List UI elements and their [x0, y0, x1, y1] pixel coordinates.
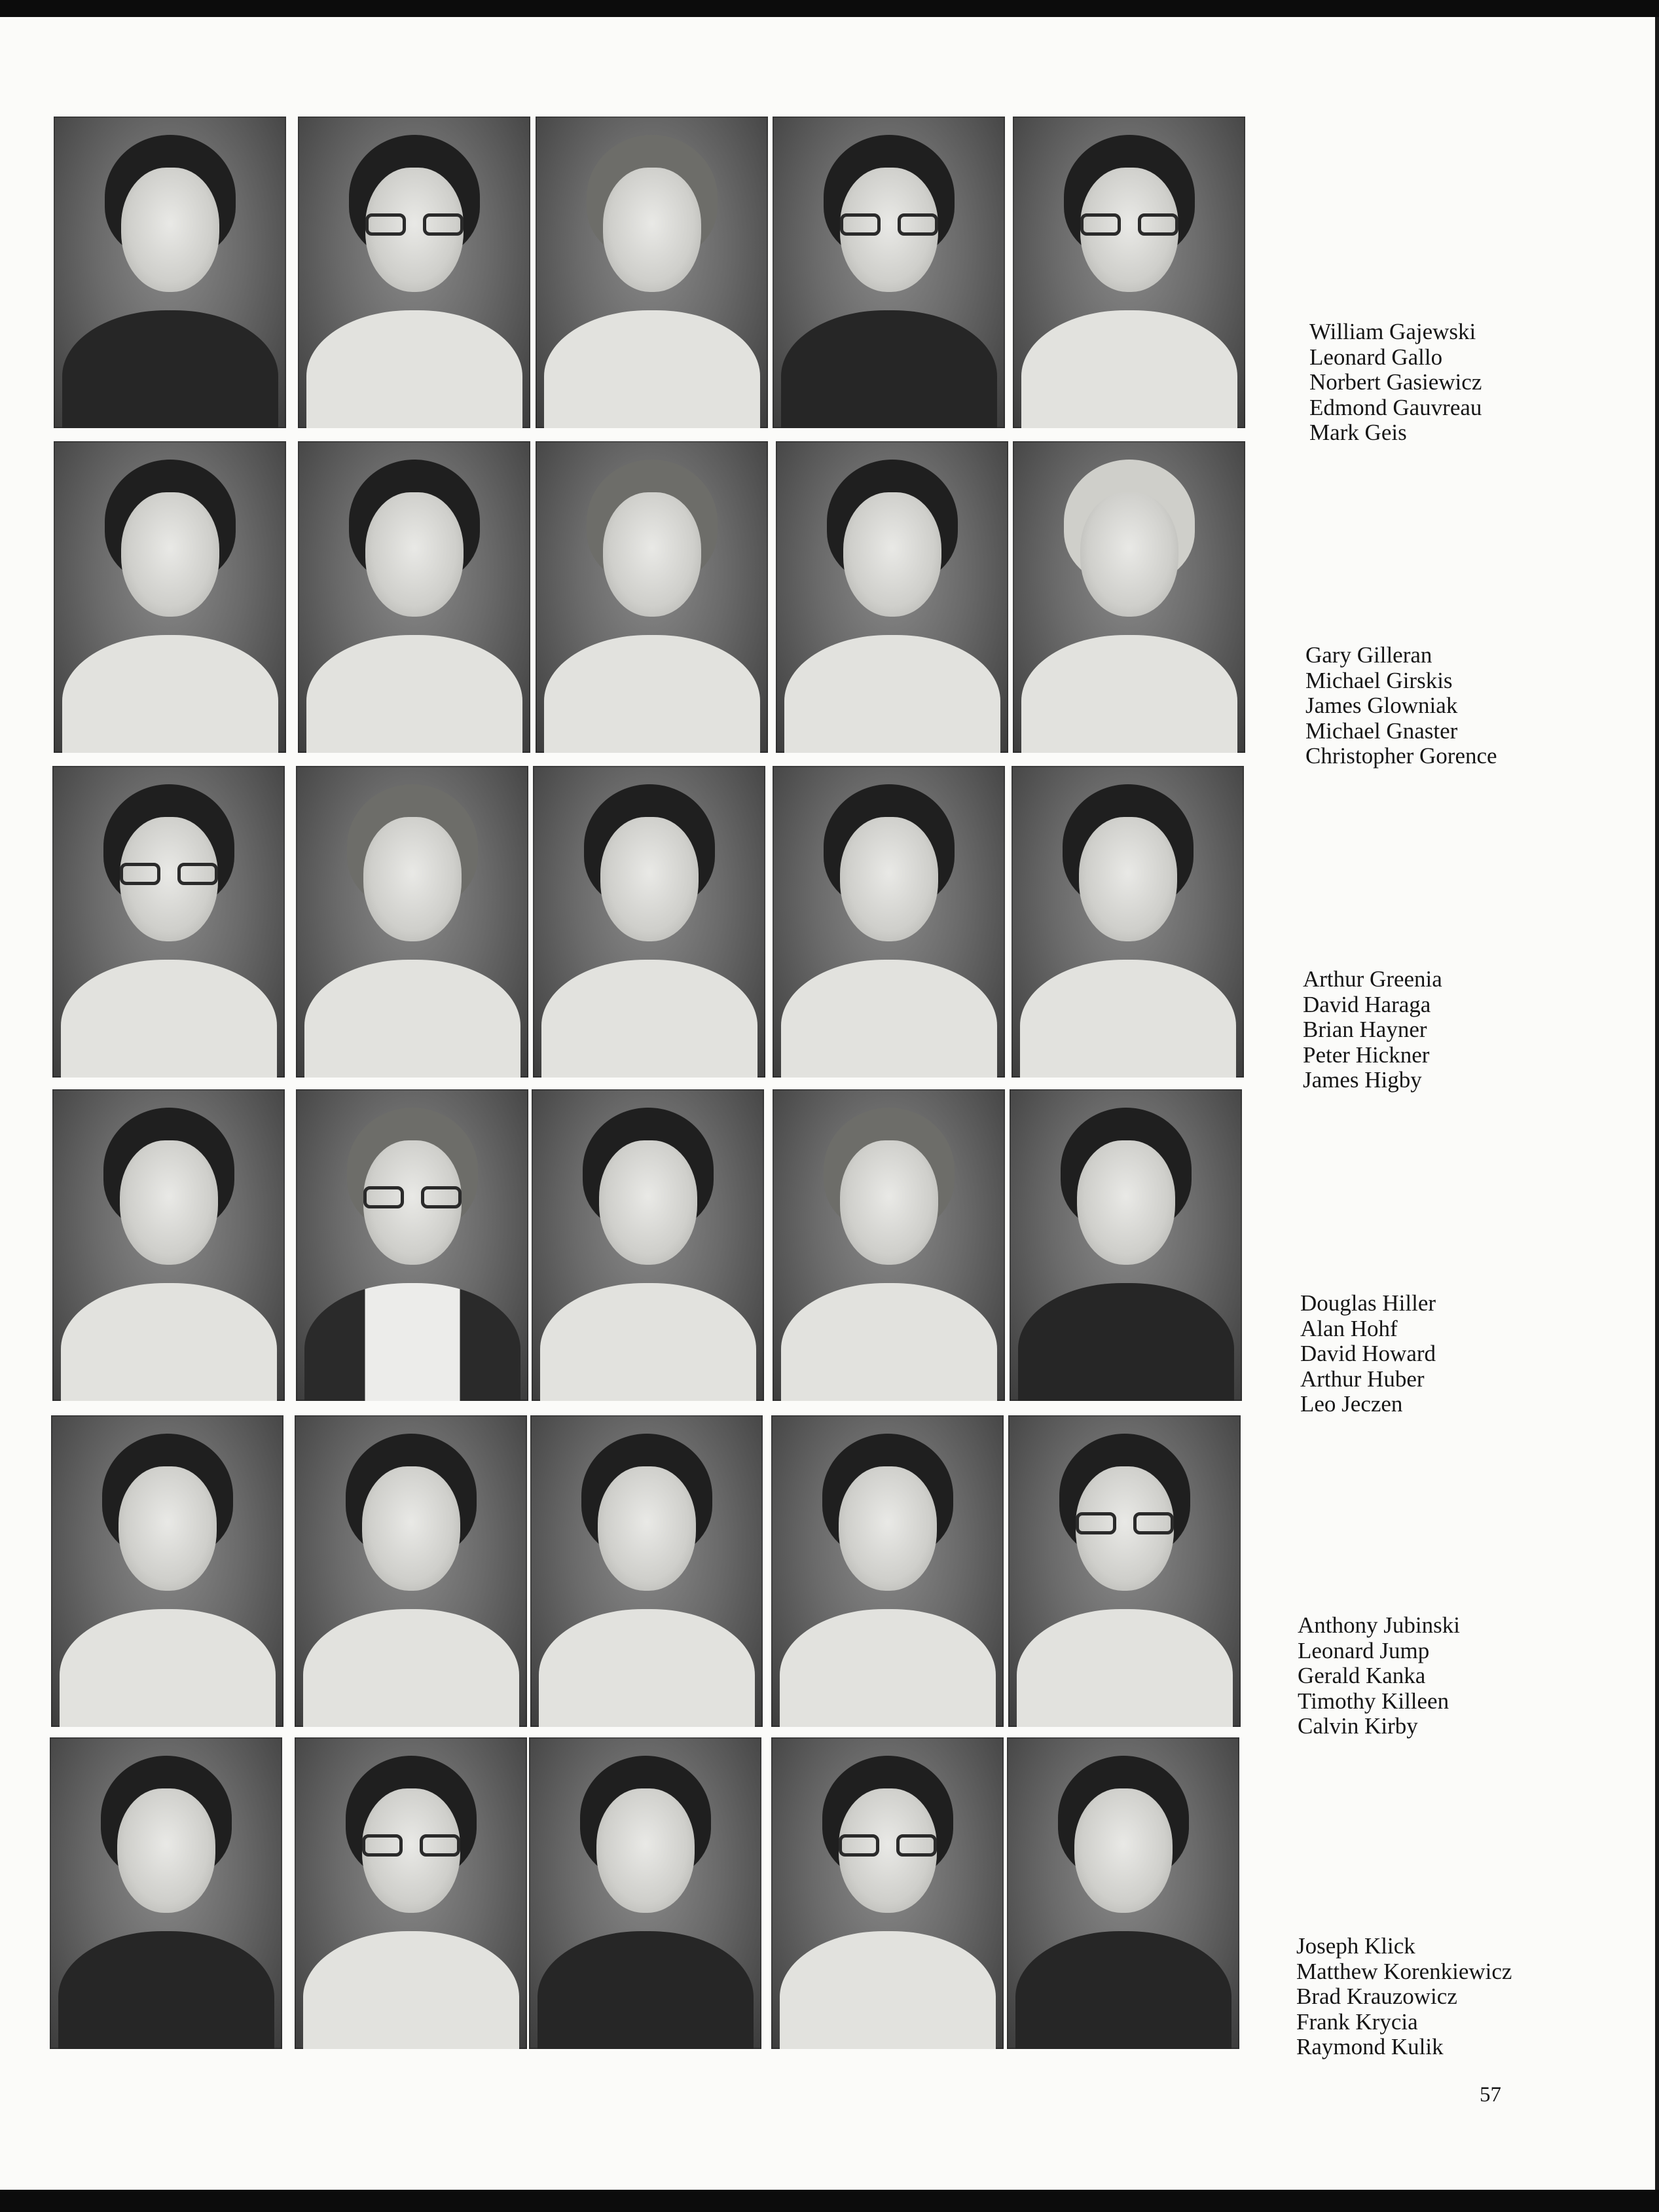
portrait-photo: [296, 766, 528, 1078]
student-name: Leonard Jump: [1298, 1637, 1430, 1663]
student-name: Michael Girskis: [1305, 667, 1453, 693]
student-name: David Haraga: [1303, 991, 1431, 1017]
portrait-photo: [773, 766, 1005, 1078]
portrait-photo: [530, 1415, 763, 1727]
portrait-photo: [51, 1415, 283, 1727]
portrait-photo: [52, 766, 285, 1078]
student-name: James Higby: [1303, 1067, 1422, 1093]
student-name: Christopher Gorence: [1305, 743, 1497, 769]
name-list-row-6: [1296, 1934, 1512, 2060]
student-name: Timothy Killeen: [1298, 1688, 1449, 1714]
student-name: Douglas Hiller: [1300, 1290, 1436, 1316]
name-list-row-3: [1303, 967, 1442, 1093]
student-name: Brian Hayner: [1303, 1017, 1427, 1042]
portrait-photo: [773, 117, 1005, 428]
portrait-photo: [50, 1737, 282, 2049]
student-name: Leonard Gallo: [1309, 344, 1443, 370]
portrait-photo: [1012, 766, 1244, 1078]
yearbook-page: [0, 17, 1659, 2190]
portrait-photo: [771, 1415, 1004, 1727]
portrait-photo: [529, 1737, 761, 2049]
student-name: Brad Krauzowicz: [1296, 1984, 1457, 2009]
portrait-photo: [296, 1089, 528, 1401]
student-name: Anthony Jubinski: [1298, 1612, 1460, 1638]
portrait-photo: [1010, 1089, 1242, 1401]
portrait-photo: [295, 1415, 527, 1727]
student-name: William Gajewski: [1309, 319, 1476, 344]
student-name: Gerald Kanka: [1298, 1663, 1426, 1688]
student-name: Michael Gnaster: [1305, 717, 1458, 744]
student-name: Arthur Huber: [1300, 1366, 1425, 1392]
student-name: Mark Geis: [1309, 420, 1407, 445]
portrait-photo: [533, 766, 765, 1078]
name-list-row-4: [1300, 1291, 1436, 1417]
portrait-photo: [54, 117, 286, 428]
portrait-photo: [532, 1089, 764, 1401]
student-name: Leo Jeczen: [1300, 1391, 1403, 1417]
page-number: 57: [1480, 2083, 1501, 2107]
portrait-photo: [536, 117, 768, 428]
student-name: Peter Hickner: [1303, 1042, 1430, 1068]
student-name: Norbert Gasiewicz: [1309, 369, 1482, 395]
portrait-photo: [1008, 1415, 1241, 1727]
student-name: James Glowniak: [1305, 693, 1458, 718]
student-name: Matthew Korenkiewicz: [1296, 1958, 1512, 1984]
portrait-photo: [1007, 1737, 1239, 2049]
portrait-photo: [773, 1089, 1005, 1401]
student-name: Alan Hohf: [1300, 1315, 1398, 1341]
student-name: Arthur Greenia: [1303, 966, 1442, 992]
portrait-photo: [298, 441, 530, 753]
student-name: Gary Gilleran: [1305, 642, 1432, 668]
student-name: Calvin Kirby: [1298, 1713, 1418, 1739]
portrait-photo: [298, 117, 530, 428]
portrait-photo: [771, 1737, 1004, 2049]
portrait-photo: [54, 441, 286, 753]
portrait-photo: [1013, 441, 1245, 753]
portrait-photo: [52, 1089, 285, 1401]
name-list-row-2: [1305, 643, 1497, 769]
portrait-photo: [536, 441, 768, 753]
portrait-photo: [776, 441, 1008, 753]
student-name: Frank Krycia: [1296, 2008, 1418, 2035]
name-list-row-5: [1298, 1613, 1460, 1739]
student-name: Edmond Gauvreau: [1309, 394, 1482, 420]
student-name: Joseph Klick: [1296, 1933, 1415, 1959]
student-name: Raymond Kulik: [1296, 2034, 1444, 2059]
portrait-photo: [1013, 117, 1245, 428]
portrait-photo: [295, 1737, 527, 2049]
student-name: David Howard: [1300, 1341, 1436, 1366]
name-list-row-1: [1309, 319, 1482, 446]
